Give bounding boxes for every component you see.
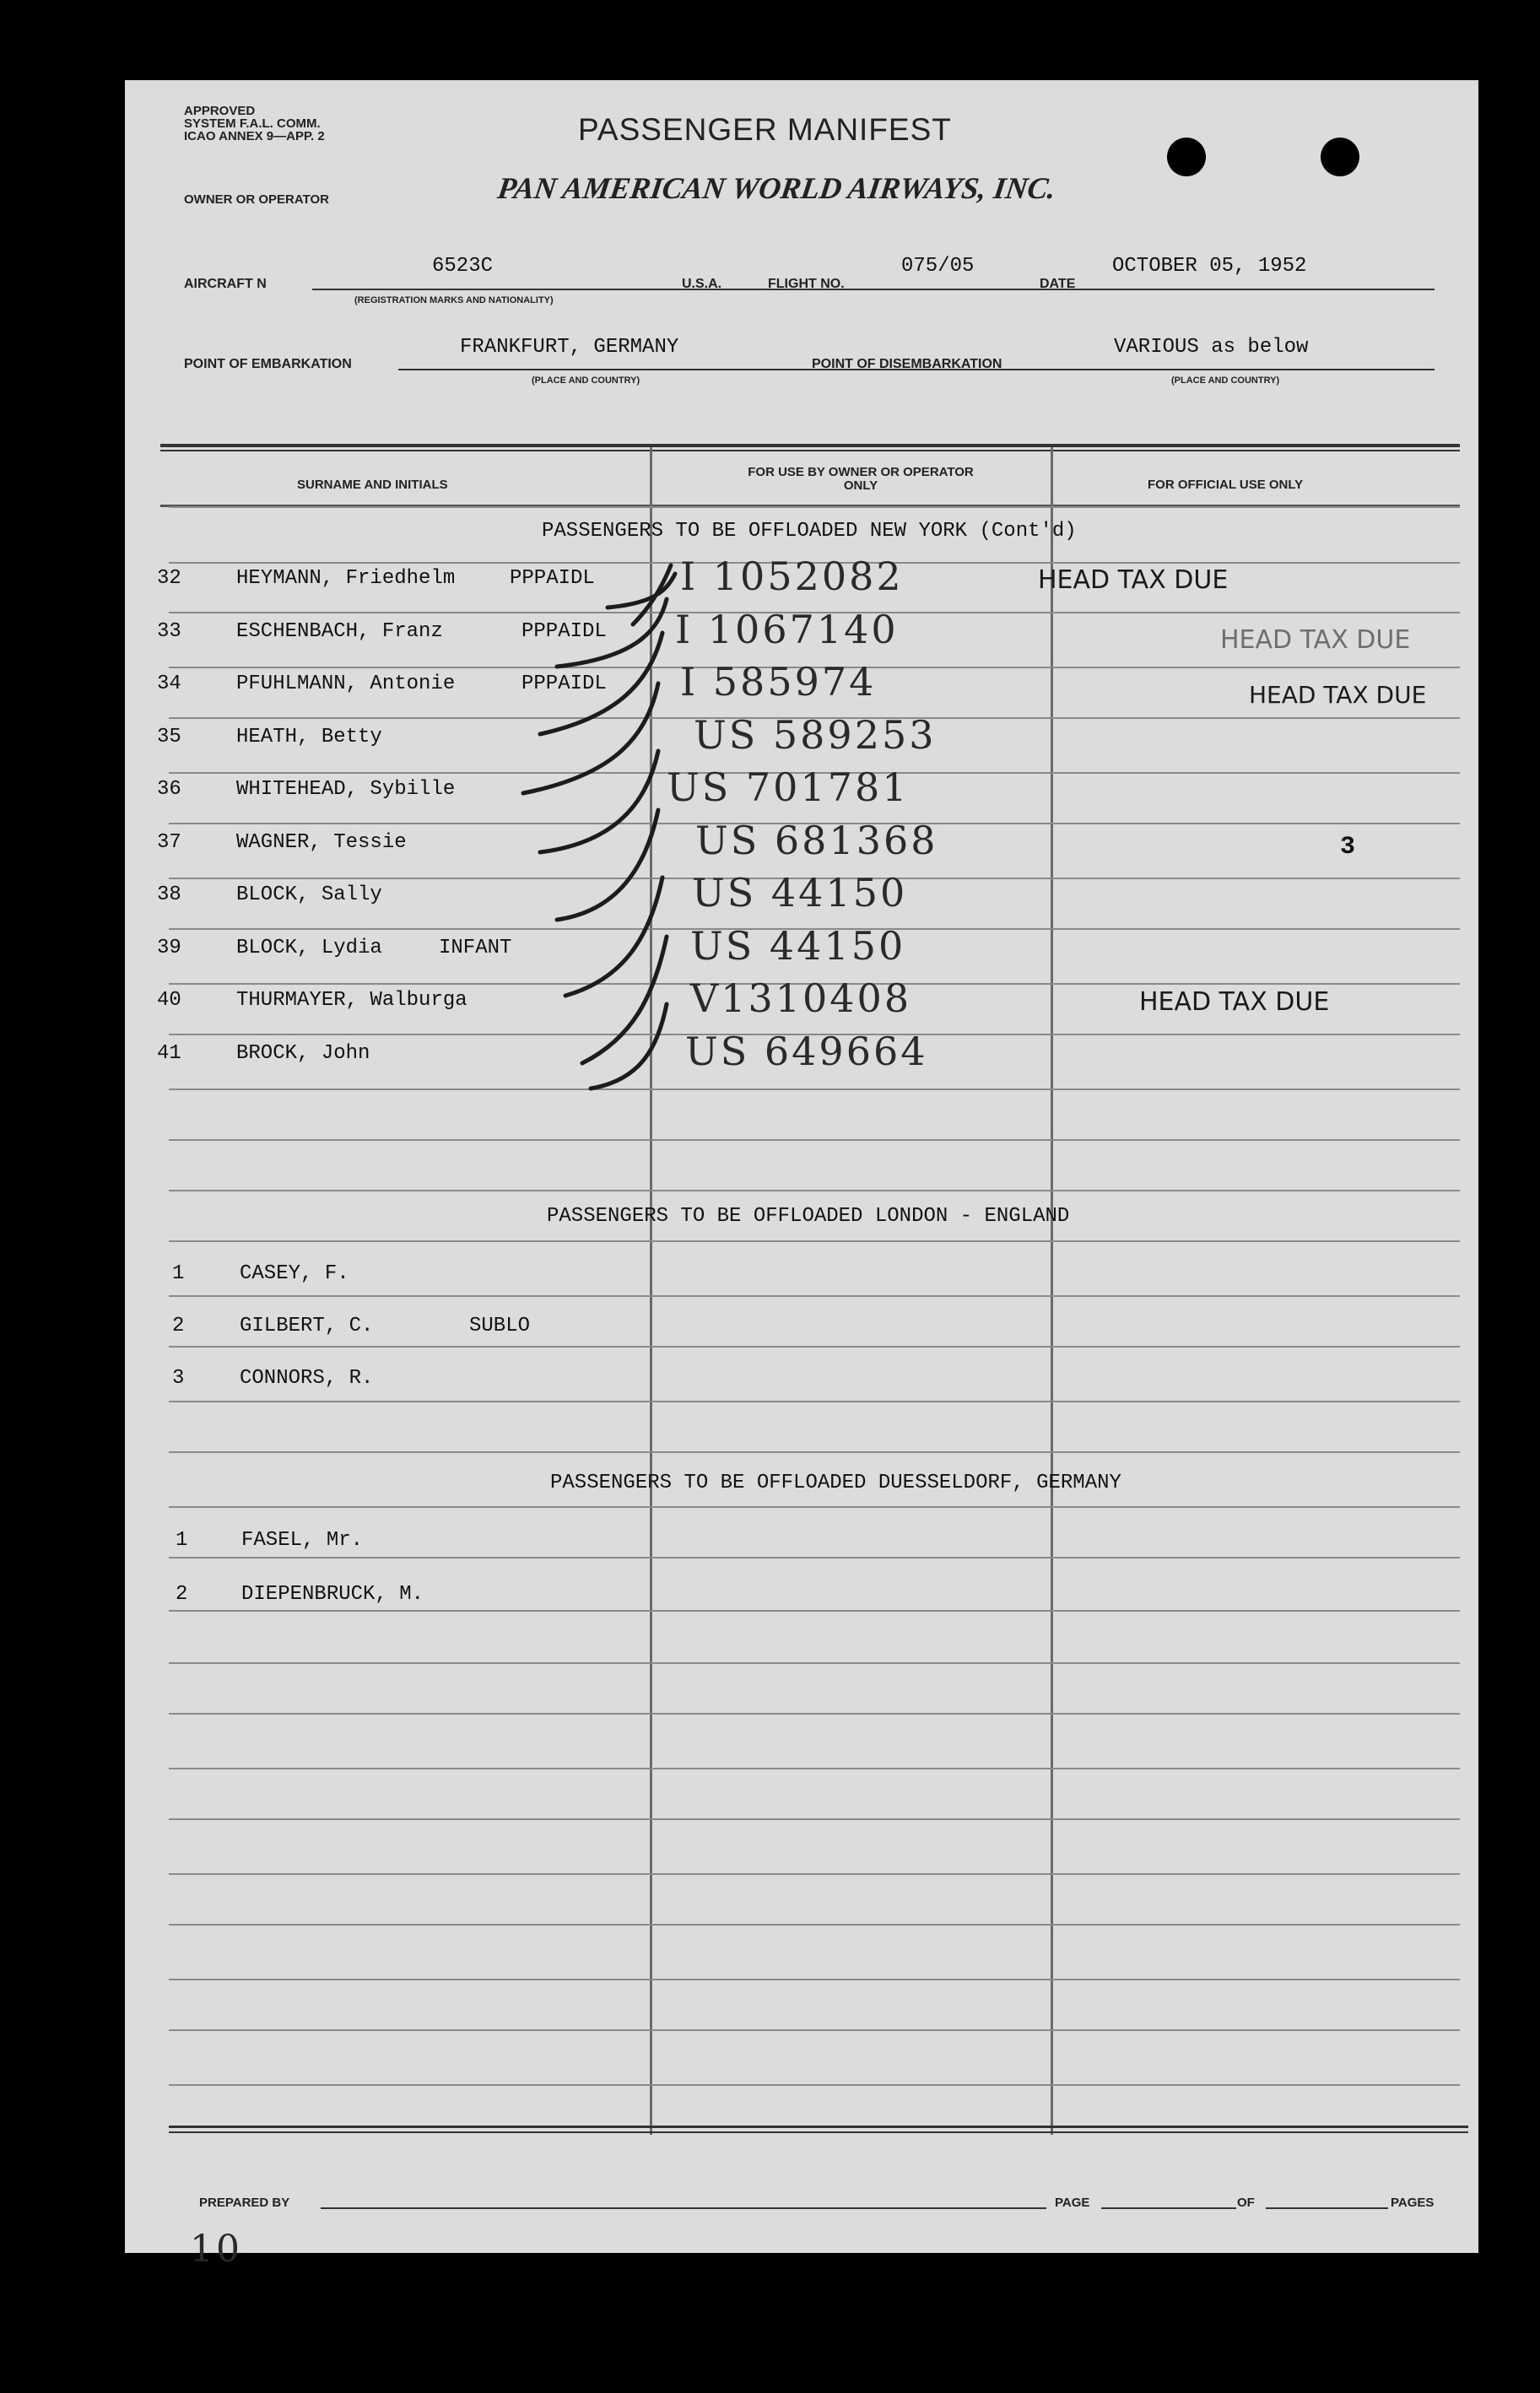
passenger-name: CASEY, F.	[240, 1262, 349, 1285]
table-top-rule	[160, 444, 1460, 447]
passenger-name: BLOCK, Sally	[236, 883, 382, 906]
row-number: 34	[157, 673, 181, 695]
official-use-header: FOR OFFICIAL USE ONLY	[1148, 478, 1304, 492]
passenger-note: INFANT	[439, 936, 512, 959]
flight-date: OCTOBER 05, 1952	[1112, 255, 1307, 278]
passport-number: V1310408	[690, 975, 912, 1021]
row-number: 40	[157, 989, 181, 1012]
passenger-name: ESCHENBACH, Franz	[236, 619, 443, 643]
section-heading: PASSENGERS TO BE OFFLOADED NEW YORK (Cont'd)	[542, 520, 1077, 543]
passport-number: US 649664	[685, 1028, 928, 1074]
section-heading: PASSENGERS TO BE OFFLOADED LONDON - ENGLAND	[547, 1205, 1070, 1228]
column-divider	[1051, 447, 1053, 2135]
row-number: 1	[172, 1262, 185, 1285]
row-number: 36	[157, 778, 181, 801]
official-mark: HEAD TAX DUE	[1249, 681, 1427, 709]
row-number: 2	[176, 1583, 188, 1606]
page-title: PASSENGER MANIFEST	[578, 112, 952, 147]
row-number: 37	[157, 830, 181, 854]
passenger-name: WHITEHEAD, Sybille	[236, 778, 456, 801]
footer-rule	[169, 2131, 1468, 2133]
page-line	[1101, 2207, 1236, 2209]
row-rule-line	[169, 1451, 1460, 1453]
owner-use-header: FOR USE BY OWNER OR OPERATOR ONLY	[748, 465, 974, 493]
checkmark-icon	[557, 810, 658, 920]
prepared-line	[321, 2207, 1046, 2209]
passenger-name: HEYMANN, Friedhelm	[236, 567, 456, 590]
row-rule-line	[169, 506, 1460, 508]
official-mark: 3	[1340, 832, 1356, 862]
official-mark: HEAD TAX DUE	[1139, 987, 1330, 1017]
approval-block: APPROVED SYSTEM F.A.L. COMM. ICAO ANNEX 9—APP. 2	[184, 104, 325, 143]
passport-number: US 681368	[695, 817, 938, 863]
row-rule-line	[169, 1240, 1460, 1242]
aircraft-number: 6523C	[432, 255, 494, 278]
passenger-name: HEATH, Betty	[236, 725, 382, 748]
disembark-caption: (PLACE AND COUNTRY)	[1171, 375, 1280, 386]
row-rule-line	[169, 1139, 1460, 1141]
passenger-name: CONNORS, R.	[240, 1367, 374, 1390]
passport-number: I 1052082	[680, 554, 904, 599]
checkmark-icon	[633, 565, 671, 624]
row-rule-line	[169, 1924, 1460, 1926]
passenger-name: FASEL, Mr.	[241, 1529, 364, 1552]
row-rule-line	[169, 1818, 1460, 1820]
passenger-note: PPPAIDL	[521, 619, 607, 643]
manifest-sheet	[125, 80, 1478, 2253]
disembark-place: VARIOUS as below	[1114, 336, 1309, 359]
punch-hole	[1321, 138, 1359, 176]
row-rule-line	[169, 1610, 1460, 1612]
row-rule-line	[169, 1506, 1460, 1508]
row-number: 38	[157, 883, 181, 906]
date-label: DATE	[1040, 277, 1076, 291]
official-mark: HEAD TAX DUE	[1038, 565, 1229, 595]
flight-number: 075/05	[901, 255, 975, 278]
passport-number: US 701781	[667, 764, 910, 810]
row-rule-line	[169, 1768, 1460, 1769]
prepared-label: PREPARED BY	[199, 2196, 290, 2210]
row-number: 2	[172, 1315, 185, 1337]
row-rule-line	[169, 1557, 1460, 1558]
checkmark-icon	[523, 683, 658, 793]
checkmark-strokes	[506, 557, 684, 1097]
row-number: 3	[172, 1367, 185, 1390]
footer-rule	[169, 2126, 1468, 2128]
row-rule-line	[169, 1190, 1460, 1191]
row-rule-line	[169, 1401, 1460, 1402]
airline-name: PAN AMERICAN WORLD AIRWAYS, INC.	[495, 171, 1058, 205]
surname-header: SURNAME AND INITIALS	[297, 478, 448, 492]
section-heading: PASSENGERS TO BE OFFLOADED DUESSELDORF, GERMANY	[550, 1472, 1121, 1494]
embark-label: POINT OF EMBARKATION	[184, 357, 352, 371]
row-rule-line	[169, 1346, 1460, 1348]
row-number: 39	[157, 936, 181, 959]
official-mark: HEAD TAX DUE	[1220, 624, 1411, 655]
passport-number: US 589253	[694, 711, 937, 758]
registration-caption: (REGISTRATION MARKS AND NATIONALITY)	[354, 295, 554, 305]
row-rule-line	[169, 1873, 1460, 1875]
row-number: 33	[157, 619, 181, 643]
passenger-name: WAGNER, Tessie	[236, 830, 407, 854]
passenger-name: BROCK, John	[236, 1041, 370, 1065]
checkmark-icon	[591, 1004, 667, 1088]
handwritten-page-number: 10	[190, 2228, 242, 2271]
passenger-note: PPPAIDL	[521, 673, 607, 695]
passenger-name: THURMAYER, Walburga	[236, 989, 467, 1012]
passenger-name: DIEPENBRUCK, M.	[241, 1583, 424, 1606]
embark-place: FRANKFURT, GERMANY	[460, 336, 679, 359]
row-number: 32	[157, 567, 181, 590]
row-rule-line	[169, 2029, 1460, 2031]
passenger-name: GILBERT, C.	[240, 1315, 374, 1337]
usa-label: U.S.A.	[682, 277, 722, 291]
row-rule-line	[169, 1088, 1460, 1090]
disembark-label: POINT OF DISEMBARKATION	[812, 357, 1002, 371]
row-rule-line	[169, 1295, 1460, 1297]
passenger-note: PPPAIDL	[510, 567, 595, 590]
aircraft-label: AIRCRAFT N	[184, 277, 267, 291]
row-number: 1	[176, 1529, 188, 1552]
passenger-note: SUBLO	[469, 1315, 531, 1337]
punch-hole	[1167, 138, 1206, 176]
passport-number: US 44150	[692, 870, 908, 916]
table-top-rule	[160, 450, 1460, 451]
passport-number: US 44150	[690, 922, 906, 969]
aircraft-underline	[312, 289, 1435, 290]
flight-label: FLIGHT NO.	[768, 277, 845, 291]
row-number: 41	[157, 1041, 181, 1065]
owner-label: OWNER OR OPERATOR	[184, 192, 329, 207]
row-rule-line	[169, 1713, 1460, 1715]
row-rule-line	[169, 1662, 1460, 1664]
of-line	[1266, 2207, 1388, 2209]
row-rule-line	[169, 1979, 1460, 1980]
of-label: OF	[1237, 2196, 1255, 2210]
passenger-name: BLOCK, Lydia	[236, 936, 382, 959]
row-rule-line	[169, 2084, 1460, 2086]
page-label: PAGE	[1055, 2196, 1090, 2210]
embark-caption: (PLACE AND COUNTRY)	[532, 375, 640, 386]
row-number: 35	[157, 725, 181, 748]
passport-number: I 1067140	[675, 606, 899, 652]
passport-number: I 585974	[680, 659, 877, 705]
passenger-name: PFUHLMANN, Antonie	[236, 673, 456, 695]
pages-label: PAGES	[1391, 2196, 1435, 2210]
